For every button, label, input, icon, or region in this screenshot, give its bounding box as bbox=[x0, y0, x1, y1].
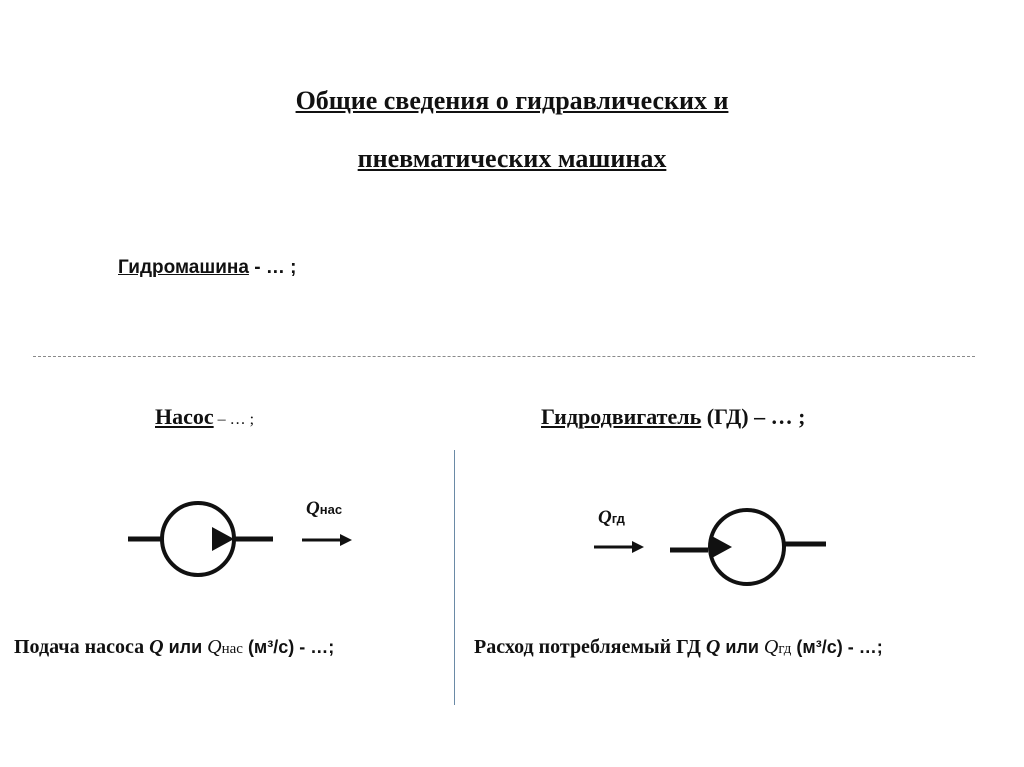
motor-caption-text: Расход потребляемый ГД bbox=[474, 636, 706, 658]
motor-flow-arrow-icon bbox=[592, 537, 648, 557]
motor-flow-sub: гд bbox=[611, 511, 625, 526]
definition-term: Гидромашина bbox=[118, 257, 249, 278]
pump-flow-label bbox=[306, 498, 342, 520]
motor-caption-unit: (м³/с) - …; bbox=[791, 637, 883, 657]
pump-flow-arrow-icon bbox=[300, 530, 356, 550]
pump-symbol-icon bbox=[120, 495, 280, 585]
motor-caption-subscript: гд bbox=[778, 641, 792, 657]
pump-flow-sub: нас bbox=[319, 502, 343, 517]
section-divider bbox=[33, 356, 975, 357]
pump-caption-subscript: нас bbox=[221, 641, 243, 657]
motor-caption bbox=[474, 636, 883, 659]
pump-caption-unit: (м³/с) - …; bbox=[242, 637, 335, 657]
pump-heading-placeholder: – … ; bbox=[213, 411, 255, 428]
motor-heading-placeholder: (ГД) – … ; bbox=[701, 404, 806, 429]
pump-caption-q: Q bbox=[149, 636, 164, 658]
definition-hydromachine bbox=[118, 257, 296, 279]
pump-heading-term: Насос bbox=[155, 404, 214, 429]
motor-triangle bbox=[710, 535, 732, 559]
pump-caption-text: Подача насоса bbox=[14, 636, 150, 658]
motor-caption-or: или bbox=[720, 637, 764, 657]
pump-caption bbox=[14, 636, 334, 659]
motor-symbol-icon bbox=[666, 503, 836, 599]
pump-caption-or: или bbox=[163, 637, 208, 657]
page-title-line-1: Общие сведения о гидравлических и bbox=[295, 86, 729, 115]
pump-flow-q: Q bbox=[306, 498, 320, 519]
motor-flow-label bbox=[598, 507, 625, 529]
motor-heading bbox=[541, 404, 805, 430]
motor-caption-q-sub: Q bbox=[763, 636, 779, 658]
pump-caption-q-sub: Q bbox=[207, 636, 222, 658]
motor-heading-term: Гидродвигатель bbox=[541, 404, 702, 429]
definition-placeholder: - … ; bbox=[248, 257, 297, 278]
pump-heading bbox=[155, 404, 254, 430]
motor-caption-q: Q bbox=[705, 636, 721, 658]
column-divider bbox=[454, 450, 455, 705]
motor-flow-q: Q bbox=[598, 507, 612, 528]
page-title-line-2: пневматических машинах bbox=[357, 144, 667, 173]
pump-triangle bbox=[212, 527, 234, 551]
